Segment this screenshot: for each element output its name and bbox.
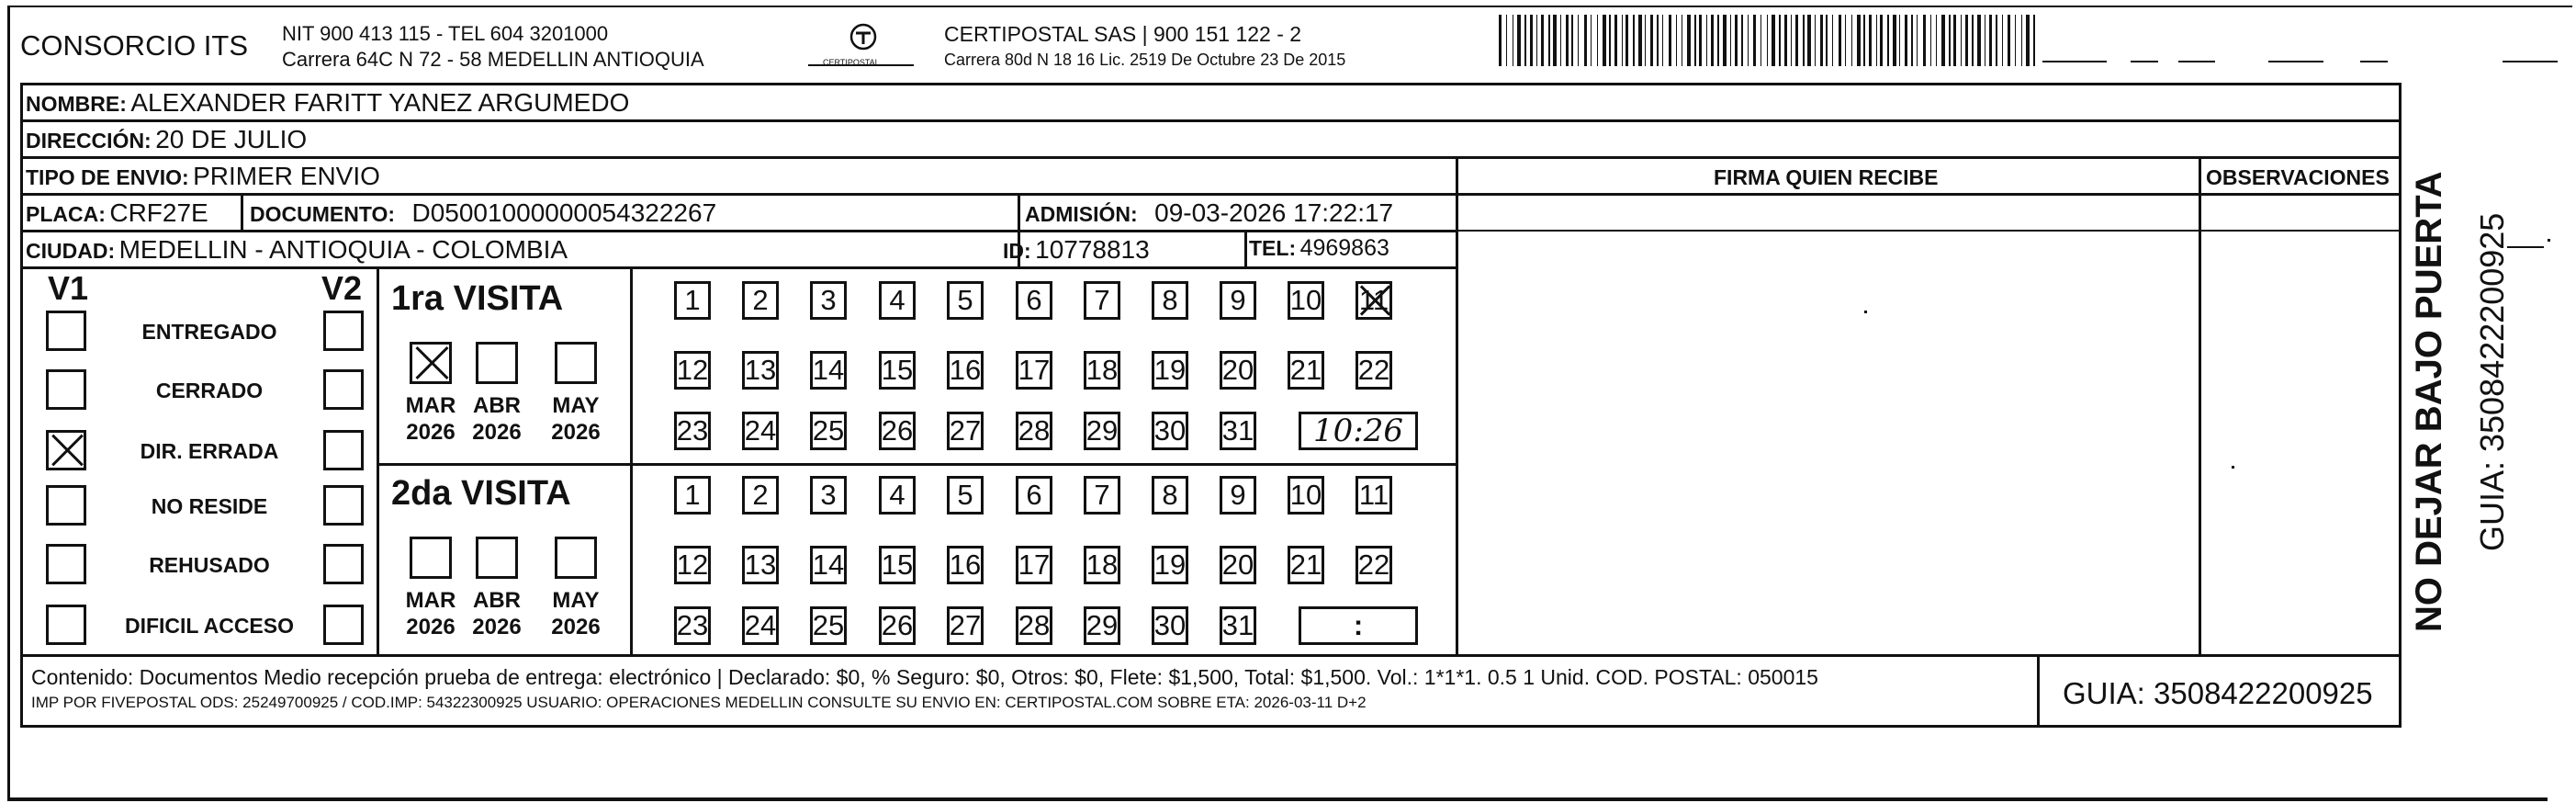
day-box[interactable]: 31	[1220, 606, 1256, 645]
city-label: CIUDAD:	[26, 239, 116, 263]
month-label: ABR 2026	[472, 588, 522, 639]
day-box[interactable]: 25	[810, 412, 847, 450]
visit-divider	[630, 266, 633, 654]
day-box[interactable]: 20	[1220, 351, 1256, 390]
admission-label: ADMISIÓN:	[1025, 202, 1138, 226]
day-box[interactable]: 15	[879, 351, 916, 390]
v2-checkbox[interactable]	[323, 430, 364, 470]
company-nit: NIT 900 413 115 - TEL 604 3201000	[282, 22, 609, 45]
dash-line	[2360, 61, 2388, 62]
day-box[interactable]: 3	[810, 476, 847, 515]
bottom-border	[7, 797, 2548, 801]
document-value: D05001000000054322267	[411, 198, 717, 227]
status-option-label: ENTREGADO	[141, 320, 277, 344]
col-divider	[241, 193, 243, 230]
tel-value: 4969863	[1299, 235, 1389, 261]
month-label: MAY 2026	[551, 588, 601, 639]
barcode	[1499, 15, 2039, 68]
logo-caption: CERTIPOSTAL	[823, 58, 880, 67]
day-box[interactable]: 30	[1152, 412, 1188, 450]
company-address: Carrera 64C N 72 - 58 MEDELLIN ANTIOQUIA	[282, 48, 704, 71]
row-divider	[20, 230, 1456, 232]
day-box[interactable]: 13	[742, 351, 779, 390]
id-field	[1003, 237, 1150, 263]
dash-line	[2178, 61, 2215, 62]
v2-checkbox[interactable]	[323, 485, 364, 526]
left-border	[7, 6, 10, 801]
dash-line	[2507, 246, 2544, 248]
day-box[interactable]: 21	[1288, 351, 1324, 390]
shipment-value: PRIMER ENVIO	[193, 162, 380, 190]
city-value: MEDELLIN - ANTIOQUIA - COLOMBIA	[118, 235, 568, 264]
day-box[interactable]: 7	[1084, 281, 1120, 320]
day-box[interactable]: 16	[947, 546, 984, 584]
day-box[interactable]: 6	[1016, 476, 1052, 515]
plate-label: PLACA:	[26, 202, 106, 226]
day-box[interactable]: 14	[810, 351, 847, 390]
signature-label: FIRMA QUIEN RECIBE	[1714, 165, 1939, 189]
x-mark-icon	[412, 345, 449, 381]
month-checkbox[interactable]	[555, 342, 597, 384]
admission-field	[1025, 200, 1393, 226]
v2-checkbox[interactable]	[323, 605, 364, 645]
v1-checkbox[interactable]	[46, 369, 86, 410]
day-box[interactable]: 25	[810, 606, 847, 645]
dash-line	[2131, 61, 2158, 62]
day-box[interactable]: 4	[879, 281, 916, 320]
top-border	[7, 6, 2572, 7]
day-box[interactable]: 22	[1355, 546, 1392, 584]
address-field	[26, 127, 307, 153]
dash-line	[2503, 61, 2558, 62]
day-box[interactable]: 4	[879, 476, 916, 515]
month-label: MAR 2026	[405, 393, 456, 445]
row-divider	[20, 119, 2402, 122]
day-box[interactable]: 19	[1152, 546, 1188, 584]
day-box[interactable]: 22	[1355, 351, 1392, 390]
plate-field	[26, 200, 208, 226]
company-name: CONSORCIO ITS	[20, 29, 249, 62]
name-value: ALEXANDER FARITT YANEZ ARGUMEDO	[130, 88, 630, 117]
row-divider	[20, 156, 2402, 159]
day-box[interactable]: 12	[674, 546, 711, 584]
visit-row-divider	[377, 463, 1456, 466]
month-checkbox[interactable]	[476, 342, 518, 384]
month-checkbox[interactable]	[410, 537, 452, 579]
status-option-label: DIR. ERRADA	[140, 439, 279, 463]
day-box[interactable]: 11	[1355, 476, 1392, 515]
visit1-title: 1ra VISITA	[391, 279, 564, 318]
row-divider	[20, 193, 2402, 196]
address-value: 20 DE JULIO	[155, 125, 308, 153]
day-box[interactable]: 28	[1016, 606, 1052, 645]
day-box[interactable]: 24	[742, 606, 779, 645]
month-checkbox[interactable]	[476, 537, 518, 579]
day-box[interactable]: 23	[674, 606, 711, 645]
day-box[interactable]: 21	[1288, 546, 1324, 584]
day-box[interactable]: 5	[947, 476, 984, 515]
no-dejar-bajo-puerta: NO DEJAR BAJO PUERTA	[2409, 171, 2449, 632]
day-box[interactable]: 12	[674, 351, 711, 390]
row-divider	[1456, 230, 2402, 232]
v1-checkbox[interactable]	[46, 430, 86, 470]
day-box[interactable]: 9	[1220, 476, 1256, 515]
month-label: MAY 2026	[551, 393, 601, 445]
month-label: MAR 2026	[405, 588, 456, 639]
day-box[interactable]: 1	[674, 281, 711, 320]
day-box[interactable]: 26	[879, 412, 916, 450]
side-guia: GUIA: 3508422200925	[2473, 212, 2511, 551]
name-field	[26, 90, 629, 116]
day-box[interactable]: 14	[810, 546, 847, 584]
v2-checkbox[interactable]	[323, 544, 364, 584]
status-divider	[377, 266, 379, 654]
status-option-label: DIFICIL ACCESO	[124, 614, 294, 638]
day-box[interactable]: 28	[1016, 412, 1052, 450]
id-label: ID:	[1003, 239, 1031, 263]
address-label: DIRECCIÓN:	[26, 129, 152, 153]
visit2-title: 2da VISITA	[391, 474, 571, 513]
day-box[interactable]: 23	[674, 412, 711, 450]
name-label: NOMBRE:	[26, 92, 127, 116]
shipment-field	[26, 164, 380, 189]
dot	[1864, 311, 1867, 313]
visit-time-box-empty[interactable]: :	[1299, 606, 1418, 645]
day-box[interactable]: 7	[1084, 476, 1120, 515]
courier-name: CERTIPOSTAL SAS | 900 151 122 - 2	[944, 22, 1302, 46]
day-box[interactable]: 29	[1084, 606, 1120, 645]
day-box[interactable]: 3	[810, 281, 847, 320]
day-box[interactable]: 11	[1355, 281, 1392, 320]
day-box[interactable]: 18	[1084, 351, 1120, 390]
day-box[interactable]: 27	[947, 412, 984, 450]
v2-label: V2	[321, 269, 363, 307]
month-checkbox[interactable]	[410, 342, 452, 384]
day-box[interactable]: 16	[947, 351, 984, 390]
col-divider	[2199, 156, 2201, 654]
id-value: 10778813	[1035, 235, 1150, 264]
day-box[interactable]: 9	[1220, 281, 1256, 320]
v2-checkbox[interactable]	[323, 369, 364, 410]
row-divider	[20, 654, 2402, 657]
tel-label: TEL:	[1249, 236, 1297, 260]
day-box[interactable]: 2	[742, 281, 779, 320]
v1-checkbox[interactable]	[46, 544, 86, 584]
row-divider	[20, 266, 1456, 269]
col-divider	[2037, 654, 2040, 728]
day-box[interactable]: 10	[1288, 476, 1324, 515]
dot	[2232, 466, 2234, 469]
day-box[interactable]: 8	[1152, 476, 1188, 515]
v1-label: V1	[48, 269, 89, 307]
content-line: Contenido: Documentos Medio recepción prueba de entrega: electrónico | Declarado: $0, % Seguro: $0, Otros: $0, Flete: $1,500, Total: $1,500. Vol.: 1*1*1. 0.5 1 Unid. COD. POSTAL: 050015	[31, 665, 1818, 689]
city-field	[26, 237, 568, 263]
v1-checkbox[interactable]	[46, 485, 86, 526]
day-box[interactable]: 27	[947, 606, 984, 645]
day-box[interactable]: 31	[1220, 412, 1256, 450]
tel-field	[1249, 237, 1389, 260]
visit-time-box[interactable]: 10:26	[1299, 412, 1418, 450]
col-divider	[1244, 230, 1247, 266]
plate-value: CRF27E	[109, 198, 208, 227]
day-box[interactable]: 29	[1084, 412, 1120, 450]
observations-label: OBSERVACIONES	[2206, 165, 2390, 189]
document-field	[250, 200, 716, 226]
dash-line	[2042, 61, 2107, 62]
x-mark-icon	[1358, 284, 1389, 317]
month-label: ABR 2026	[472, 393, 522, 445]
month-checkbox[interactable]	[555, 537, 597, 579]
day-box[interactable]: 13	[742, 546, 779, 584]
day-box[interactable]: 6	[1016, 281, 1052, 320]
status-option-label: REHUSADO	[149, 553, 270, 577]
day-box[interactable]: 10	[1288, 281, 1324, 320]
logo-underline	[808, 64, 914, 66]
day-box[interactable]: 8	[1152, 281, 1188, 320]
day-box[interactable]: 5	[947, 281, 984, 320]
day-box[interactable]: 2	[742, 476, 779, 515]
day-box[interactable]: 30	[1152, 606, 1188, 645]
imp-line: IMP POR FIVEPOSTAL ODS: 25249700925 / COD.IMP: 54322300925 USUARIO: OPERACIONES MEDELLIN CONSULTE SU ENVIO EN: CERTIPOSTAL.COM SOBRE ETA: 2026-03-11 D+2	[31, 694, 1367, 711]
dot	[2548, 239, 2550, 242]
shipment-label: TIPO DE ENVIO:	[26, 165, 189, 189]
status-option-label: CERRADO	[155, 379, 264, 402]
day-box[interactable]: 26	[879, 606, 916, 645]
document-label: DOCUMENTO:	[250, 202, 396, 226]
day-box[interactable]: 20	[1220, 546, 1256, 584]
courier-address: Carrera 80d N 18 16 Lic. 2519 De Octubre 23 De 2015	[944, 51, 1346, 69]
admission-value: 09-03-2026 17:22:17	[1154, 198, 1394, 227]
v1-checkbox[interactable]	[46, 605, 86, 645]
v1-checkbox[interactable]	[46, 311, 86, 351]
certipostal-logo-icon	[836, 22, 891, 55]
col-divider	[1456, 156, 1458, 654]
day-box[interactable]: 18	[1084, 546, 1120, 584]
day-box[interactable]: 15	[879, 546, 916, 584]
status-option-label: NO RESIDE	[151, 494, 268, 518]
day-box[interactable]: 19	[1152, 351, 1188, 390]
day-box[interactable]: 24	[742, 412, 779, 450]
footer-guia: GUIA: 3508422200925	[2063, 676, 2373, 710]
day-box[interactable]: 1	[674, 476, 711, 515]
x-mark-icon	[49, 433, 84, 468]
day-box[interactable]: 17	[1016, 351, 1052, 390]
day-box[interactable]: 17	[1016, 546, 1052, 584]
v2-checkbox[interactable]	[323, 311, 364, 351]
dash-line	[2268, 61, 2323, 62]
